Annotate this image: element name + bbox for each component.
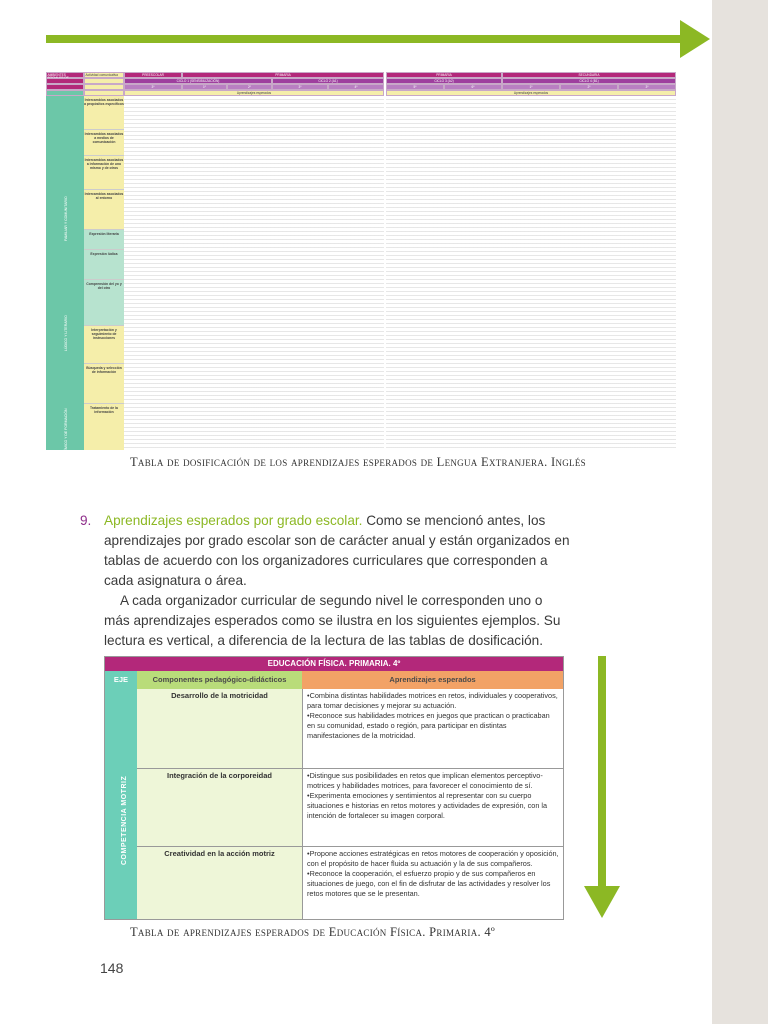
table-cycle-4: CICLO 4 (B1)	[502, 78, 676, 84]
dosification-table-right	[386, 72, 676, 450]
actividades-column	[84, 96, 124, 450]
dosification-table-image	[46, 72, 676, 461]
actividad-label: Intercambios asociados a propósitos específicos	[84, 96, 124, 130]
section-paragraph-2: A cada organizador curricular de segundo nivel le corresponden uno o más aprendizajes esperados como se ilustra en los siguientes ejemplos. Su lectura es vertical, a diferencia de la lectura de las tablas de dosificación.	[104, 593, 561, 648]
list-item: •Reconoce sus habilidades motrices en juegos que practican o practicaban en su comunidad, estado o región, para participar en distintas manifestaciones de la motricidad.	[307, 711, 550, 740]
page-margin-sidebar	[712, 0, 768, 1024]
list-item: •Reconoce la cooperación, el esfuerzo propio y de sus compañeros en situaciones de juego, con el fin de disfrutar de las actividades y resolver los retos motores que se le presentan.	[307, 869, 551, 898]
table-row-componente: Integración de la corporeidad	[137, 769, 303, 847]
table-grade: 3º	[618, 84, 676, 90]
figure-caption: Tabla de aprendizajes esperados de Educación Física. Primaria. 4º	[130, 925, 496, 939]
table-row-aprendizajes	[303, 689, 563, 769]
table-header-primaria: PRIMARIA	[182, 72, 384, 78]
actividad-label: Intercambios asociados a medios de comunicación	[84, 130, 124, 156]
table-grade: 6º	[444, 84, 502, 90]
top-arrow-line	[46, 35, 686, 43]
actividad-label: Comprensión del yo y del otro	[84, 280, 124, 326]
ambiente-label: FAMILIAR Y COMUNITARIO	[64, 196, 68, 241]
table-row-componente: Creatividad en la acción motriz	[137, 847, 303, 919]
table-grade: 2º	[227, 84, 272, 90]
table-cycle-2: CICLO 2 (A1)	[272, 78, 384, 84]
section-title: Aprendizajes esperados por grado escolar.	[104, 513, 363, 528]
eje-label: COMPETENCIA MOTRIZ	[121, 775, 128, 865]
dosification-table-left	[46, 72, 384, 461]
actividad-label: Interpretación y seguimiento de instrucciones	[84, 326, 124, 364]
actividad-label: Intercambios asociados a información de uno mismo y de otros	[84, 156, 124, 190]
table-row-componente: Desarrollo de la motricidad	[137, 689, 303, 769]
table-header-ambientes: AMBIENTES	[46, 72, 84, 78]
column-header-aprendizajes: Aprendizajes esperados	[302, 671, 563, 689]
section-number: 9.	[80, 513, 92, 528]
figure-caption: Tabla de dosificación de los aprendizajes esperados de Lengua Extranjera. Inglés	[130, 455, 586, 469]
down-arrow-icon	[584, 886, 620, 918]
table-row-aprendizajes	[303, 769, 563, 847]
actividad-label: Expresión lúdica	[84, 250, 124, 280]
table-grade: 2º	[560, 84, 618, 90]
table-header-row	[105, 671, 563, 689]
table-grade: 1º	[182, 84, 227, 90]
page-number: 148	[100, 960, 124, 976]
right-arrow-icon	[680, 20, 710, 58]
table-subheader: Aprendizajes esperados	[124, 90, 384, 96]
dosification-text-cells-right	[386, 96, 676, 450]
actividad-label: Expresión literaria	[84, 230, 124, 250]
table-cycle-3: CICLO 3 (A2)	[386, 78, 502, 84]
physical-education-table	[104, 656, 564, 920]
table-grade: 4º	[328, 84, 384, 90]
section-text: Como se mencionó antes, los aprendizajes por grado escolar son de carácter anual y están organizados en tablas de acuerdo con los organizadores curriculares que corresponden a cada asignatura o área.	[104, 513, 570, 588]
table-title: EDUCACIÓN FÍSICA. PRIMARIA. 4º	[105, 657, 563, 671]
table-grade: 3º	[124, 84, 182, 90]
list-item: •Experimenta emociones y sentimientos al representar con su cuerpo situaciones e historias en retos motores y actividades de expresión, con la intención de fortalecer su imagen corporal.	[307, 791, 548, 820]
list-item: •Distingue sus posibilidades en retos que implican elementos perceptivo-motrices y habilidades motrices, para favorecer el conocimiento de sí.	[307, 771, 543, 790]
table-cycle-1: CICLO 1 (SENSIBILIZACIÓN)	[124, 78, 272, 84]
list-item: •Combina distintas habilidades motrices en retos, individuales y cooperativos, para tomar decisiones y mejorar su actuación.	[307, 691, 558, 710]
column-header-eje: EJE	[105, 671, 137, 689]
actividad-label: Tratamiento de la información	[90, 406, 118, 414]
table-header-actividad: Actividad comunicativa	[84, 72, 124, 78]
ambiente-label: LÚDICO Y LITERARIO	[64, 315, 68, 351]
actividad-label: Intercambios asociados al entorno	[84, 190, 124, 230]
table-grade: 3º	[272, 84, 328, 90]
table-header-secundaria: SECUNDARIA	[502, 72, 676, 78]
list-item: •Propone acciones estratégicas en retos motores de cooperación y oposición, con el propósito de hacer fluida su actuación y la de sus compañeros.	[307, 849, 559, 868]
table-header-preescolar: PREESCOLAR	[124, 72, 182, 78]
section-paragraph-1	[80, 511, 570, 591]
ambiente-label: ACADÉMICO Y DE FORMACIÓN	[64, 408, 68, 461]
table-grade: 5º	[386, 84, 444, 90]
eje-cell	[105, 689, 137, 919]
dosification-text-cells	[124, 96, 384, 450]
table-row-aprendizajes	[303, 847, 563, 919]
column-header-componentes: Componentes pedagógico-didácticos	[137, 671, 302, 689]
table-grade: 1º	[502, 84, 560, 90]
down-arrow-line	[598, 656, 606, 886]
ambientes-column	[46, 96, 84, 461]
table-body	[105, 689, 563, 919]
table-subheader-right: Aprendizajes esperados	[386, 90, 676, 96]
table-header-primaria-right: PRIMARIA	[386, 72, 502, 78]
actividad-label: Búsqueda y selección de información	[84, 364, 124, 404]
